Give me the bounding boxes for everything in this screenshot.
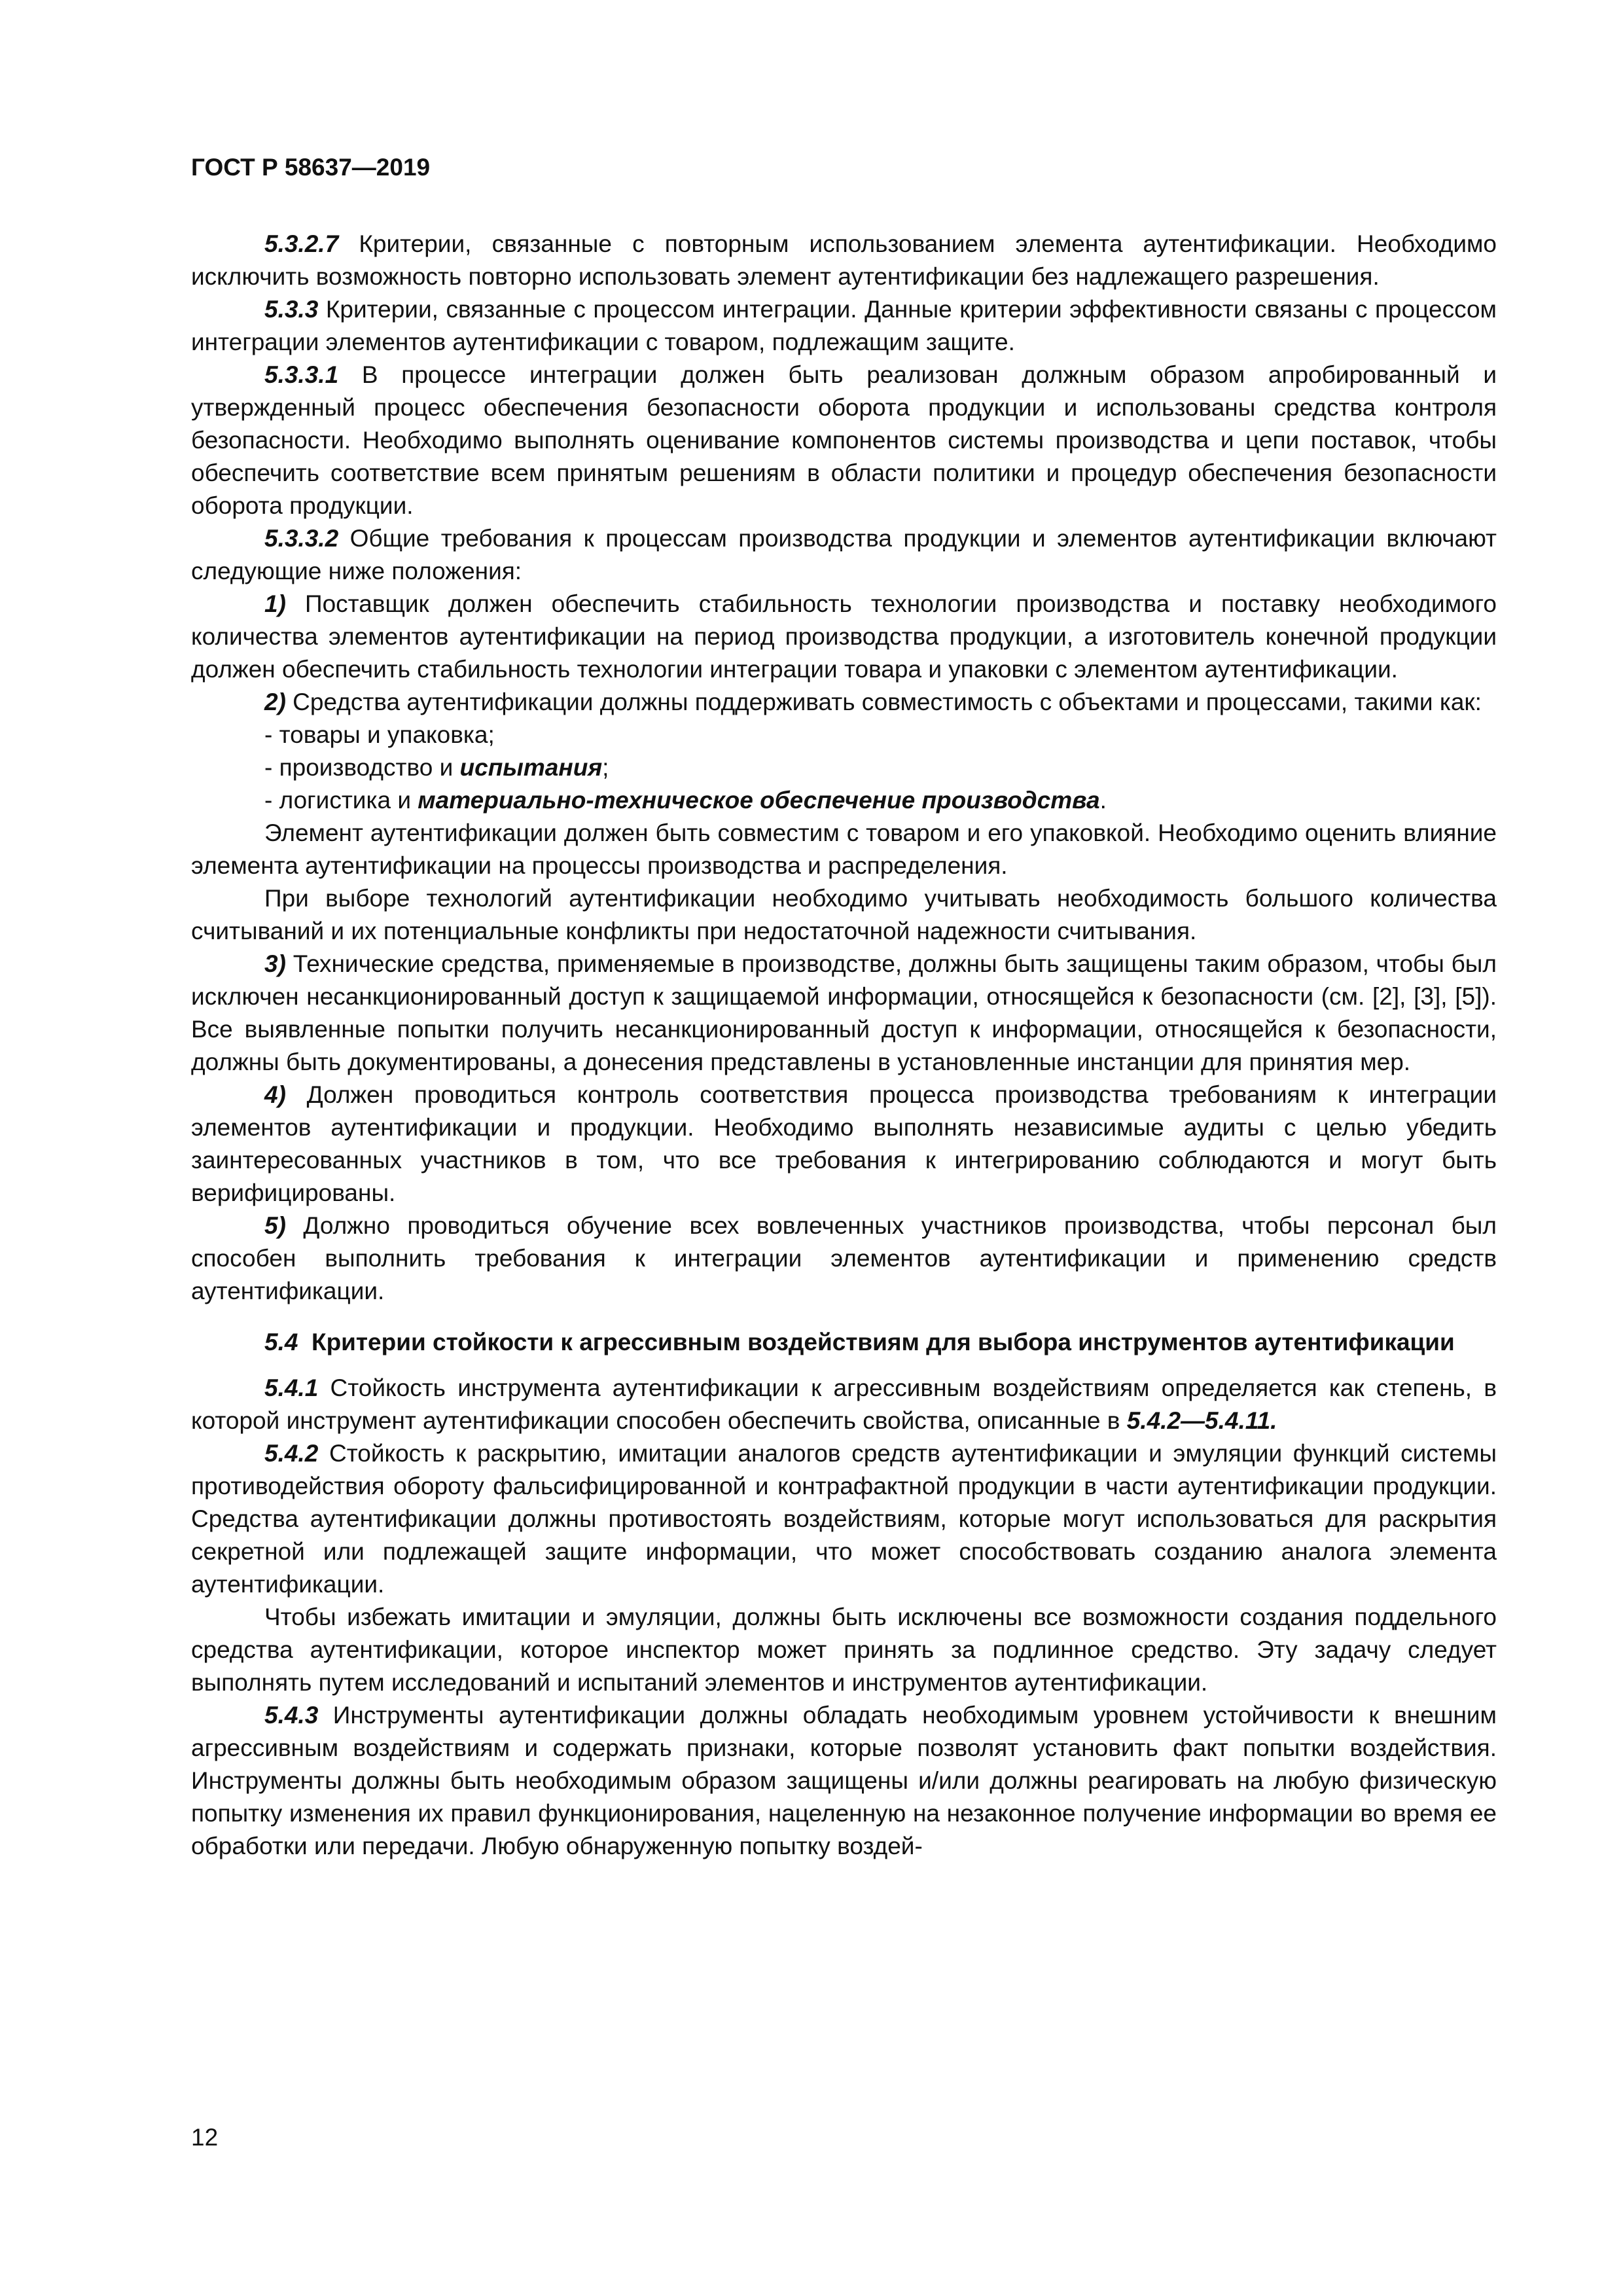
paragraph-imitation [191,1601,1497,1699]
list-item: - товары и упаковка; [264,721,495,748]
paragraph-text: Элемент аутентификации должен быть совместим с товаром и его упаковкой. Необходимо оценить влияние элемента аутентификации на процессы производства и распределения. [191,819,1497,879]
paragraph-text: Должен проводиться контроль соответствия процесса производства требованиям к интеграции элементов аутентификации и продукции. Необходимо выполнять независимые аудиты с целью убедить заинтересованных участников в том, что все требования к интегрированию соблюдаются и могут быть верифицированы. [191,1081,1497,1206]
paragraph-text: Средства аутентификации должны поддерживать совместимость с объектами и процессами, такими как: [285,689,1482,715]
paragraph-item-5 [191,1210,1497,1308]
clause-number: 5.4.1 [264,1374,319,1401]
item-number: 3) [264,950,286,977]
list-item: - производство и испытания; [264,754,609,781]
section-title: Критерии стойкости к агрессивным воздействиям для выбора инструментов аутентификации [312,1329,1455,1355]
paragraph-5-3-3-2 [191,522,1497,588]
clause-number: 5.3.3.2 [264,525,339,552]
paragraph-text: Критерии, связанные с процессом интеграции. Данные критерии эффективности связаны с процессом интеграции элементов аутентификации с товаром, подлежащим защите. [191,296,1497,355]
paragraph-item-2 [191,686,1497,719]
paragraph-5-3-3-1 [191,359,1497,522]
item-number: 2) [264,689,286,715]
page-number: 12 [191,2124,219,2151]
item-number: 1) [264,590,286,617]
paragraph-text: Критерии, связанные с повторным использованием элемента аутентификации. Необходимо исключить возможность повторно использовать элемент аутентификации без надлежащего разрешения. [191,230,1497,290]
paragraph-text: Стойкость к раскрытию, имитации аналогов средств аутентификации и эмуляции функций системы противодействия обороту фальсифицированной и контрафактной продукции в части аутентификации продукции. Средства аутентификации должны противостоять воздействиям, которые могут использоваться для раскрытия секретной или подлежащей защите информации, что может способствовать созданию аналога элемента аутентификации. [191,1440,1497,1598]
paragraph-reading [191,882,1497,948]
item-number: 4) [264,1081,286,1108]
paragraph-5-4-3 [191,1699,1497,1863]
item-number: 5) [264,1212,286,1239]
paragraph-item-4 [191,1079,1497,1210]
paragraph-text: В процессе интеграции должен быть реализован должным образом апробированный и утвержденный процесс обеспечения безопасности оборота продукции и использованы средства контроля безопасности. Необходимо выполнять оценивание компонентов системы производства и цепи поставок, чтобы обеспечить соответствие всем принятым решениям в области политики и процедур обеспечения безопасности оборота продукции. [191,361,1497,519]
cross-reference: 5.4.2—5.4.11. [1126,1407,1277,1434]
document-header: ГОСТ Р 58637—2019 [191,154,431,181]
paragraph-text: При выборе технологий аутентификации необходимо учитывать необходимость большого количества считываний и их потенциальные конфликты при недостаточной надежности считывания. [191,885,1497,944]
paragraph-text: Стойкость инструмента аутентификации к агрессивным воздействиям определяется как степень, в которой инструмент аутентификации способен обеспечить свойства, описанные в [191,1374,1497,1434]
paragraph-5-4-1 [191,1372,1497,1437]
paragraph-item-1 [191,588,1497,686]
paragraph-text: Должно проводиться обучение всех вовлеченных участников производства, чтобы персонал был способен выполнить требования к интеграции элементов аутентификации и применению средств аутентификации. [191,1212,1497,1304]
document-body [191,228,1497,1863]
paragraph-text: Общие требования к процессам производства продукции и элементов аутентификации включают следующие ниже положения: [191,525,1497,584]
paragraph-text: Поставщик должен обеспечить стабильность технологии производства и поставку необходимого количества элементов аутентификации на период производства продукции, а изготовитель конечной продукции должен обеспечить стабильность технологии интеграции товара и упаковки с элементом аутентификации. [191,590,1497,683]
paragraph-5-3-3 [191,293,1497,359]
paragraph-text: Инструменты аутентификации должны обладать необходимым уровнем устойчивости к внешним агрессивным воздействиям и содержать признаки, которые позволят установить факт попытки воздействия. Инструменты должны быть необходимым образом защищены и/или должны реагировать на любую физическую попытку изменения их правил функционирования, нацеленную на незаконное получение информации во время ее обработки или передачи. Любую обнаруженную попытку воздей- [191,1702,1497,1859]
section-number: 5.4 [264,1329,298,1355]
clause-number: 5.3.3.1 [264,361,339,388]
paragraph-compatibility [191,817,1497,882]
paragraph-text: Чтобы избежать имитации и эмуляции, должны быть исключены все возможности создания поддельного средства аутентификации, которое инспектор может принять за подлинное средство. Эту задачу следует выполнять путем исследований и испытаний элементов и инструментов аутентификации. [191,1604,1497,1696]
section-heading-5-4 [191,1326,1497,1359]
list-item: - логистика и материально-техническое обеспечение производства. [264,787,1107,814]
paragraph-5-4-2 [191,1437,1497,1601]
clause-number: 5.4.3 [264,1702,319,1729]
clause-number: 5.4.2 [264,1440,319,1467]
paragraph-item-3 [191,948,1497,1079]
paragraph-text: Технические средства, применяемые в производстве, должны быть защищены таким образом, чтобы был исключен несанкционированный доступ к защищаемой информации, относящейся к безопасности (см. [2], [3], [5]). Все выявленные попытки получить несанкционированный доступ к информации, относящейся к безопасности, должны быть документированы, а донесения представлены в установленные инстанции для принятия мер. [191,950,1497,1075]
clause-number: 5.3.2.7 [264,230,339,257]
paragraph-5-3-2-7 [191,228,1497,293]
clause-number: 5.3.3 [264,296,319,323]
